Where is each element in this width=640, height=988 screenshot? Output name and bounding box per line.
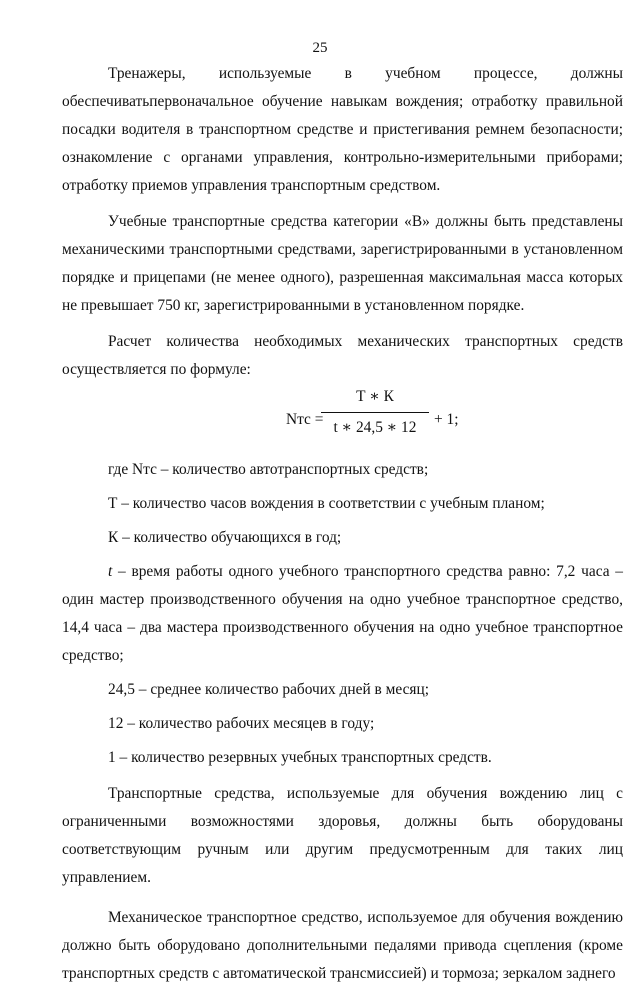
definition-reserve-vehicles: 1 – количество резервных учебных транспортных средств.	[108, 749, 492, 766]
paragraph-vehicles-category-b: Учебные транспортные средства категории «В» должны быть представлены механическими транспортными средствами, зарегистрированными в установленном порядке и прицепами (не менее одного), разрешенная максимальная масса которых не превышает 750 кг, зарегистрированными в установленном порядке.	[62, 213, 623, 314]
formula-rhs: + 1;	[434, 411, 459, 428]
definition-k-students: К – количество обучающихся в год;	[108, 529, 342, 546]
page-number: 25	[312, 40, 328, 56]
formula-lhs: Nтс =	[286, 411, 324, 428]
definition-t-time	[62, 558, 623, 670]
paragraph-disabled-drivers: Транспортные средства, используемые для обучения вождению лиц с ограниченными возможностями здоровья, должны быть оборудованы соответствующим ручным или другим предусмотренным для таких лиц управлением.	[62, 785, 623, 886]
paragraph-vehicle-equipment: Механическое транспортное средство, используемое для обучения вождению должно быть оборудовано дополнительными педалями привода сцепления (кроме транспортных средств с автоматической трансмиссией) и тормоза; зеркалом заднего	[62, 909, 623, 982]
definition-ntc: где Nтс – количество автотранспортных средств;	[108, 461, 429, 478]
definition-t-symbol: t –	[108, 563, 126, 580]
fraction-bar	[321, 412, 429, 413]
document-body	[62, 60, 623, 988]
formula-numerator: Т ∗ К	[356, 388, 394, 405]
definition-t-text: время работы одного учебного транспортного средства равно: 7,2 часа – один мастер производственного обучения на одно учебное транспортное средство, 14,4 часа – два мастера производственного обучения на одно учебное транспортное средство;	[62, 563, 623, 664]
formula-fraction	[321, 384, 429, 441]
paragraph-formula-intro: Расчет количества необходимых механических транспортных средств осуществляется по формуле:	[62, 333, 623, 378]
definition-working-months: 12 – количество рабочих месяцев в году;	[108, 715, 375, 732]
paragraph-simulators: Тренажеры, используемые в учебном процессе, должны обеспечиватьпервоначальное обучение навыкам вождения; отработку правильной посадки водителя в транспортном средстве и пристегивания ремнем безопасности; ознакомление с органами управления, контрольно-измерительными приборами; отработку приемов управления транспортным средством.	[62, 65, 623, 194]
definition-t-hours: Т – количество часов вождения в соответствии с учебным планом;	[108, 495, 545, 512]
formula-denominator: t ∗ 24,5 ∗ 12	[333, 419, 417, 436]
definition-working-days: 24,5 – среднее количество рабочих дней в месяц;	[108, 681, 430, 698]
vehicle-count-formula	[62, 384, 623, 456]
